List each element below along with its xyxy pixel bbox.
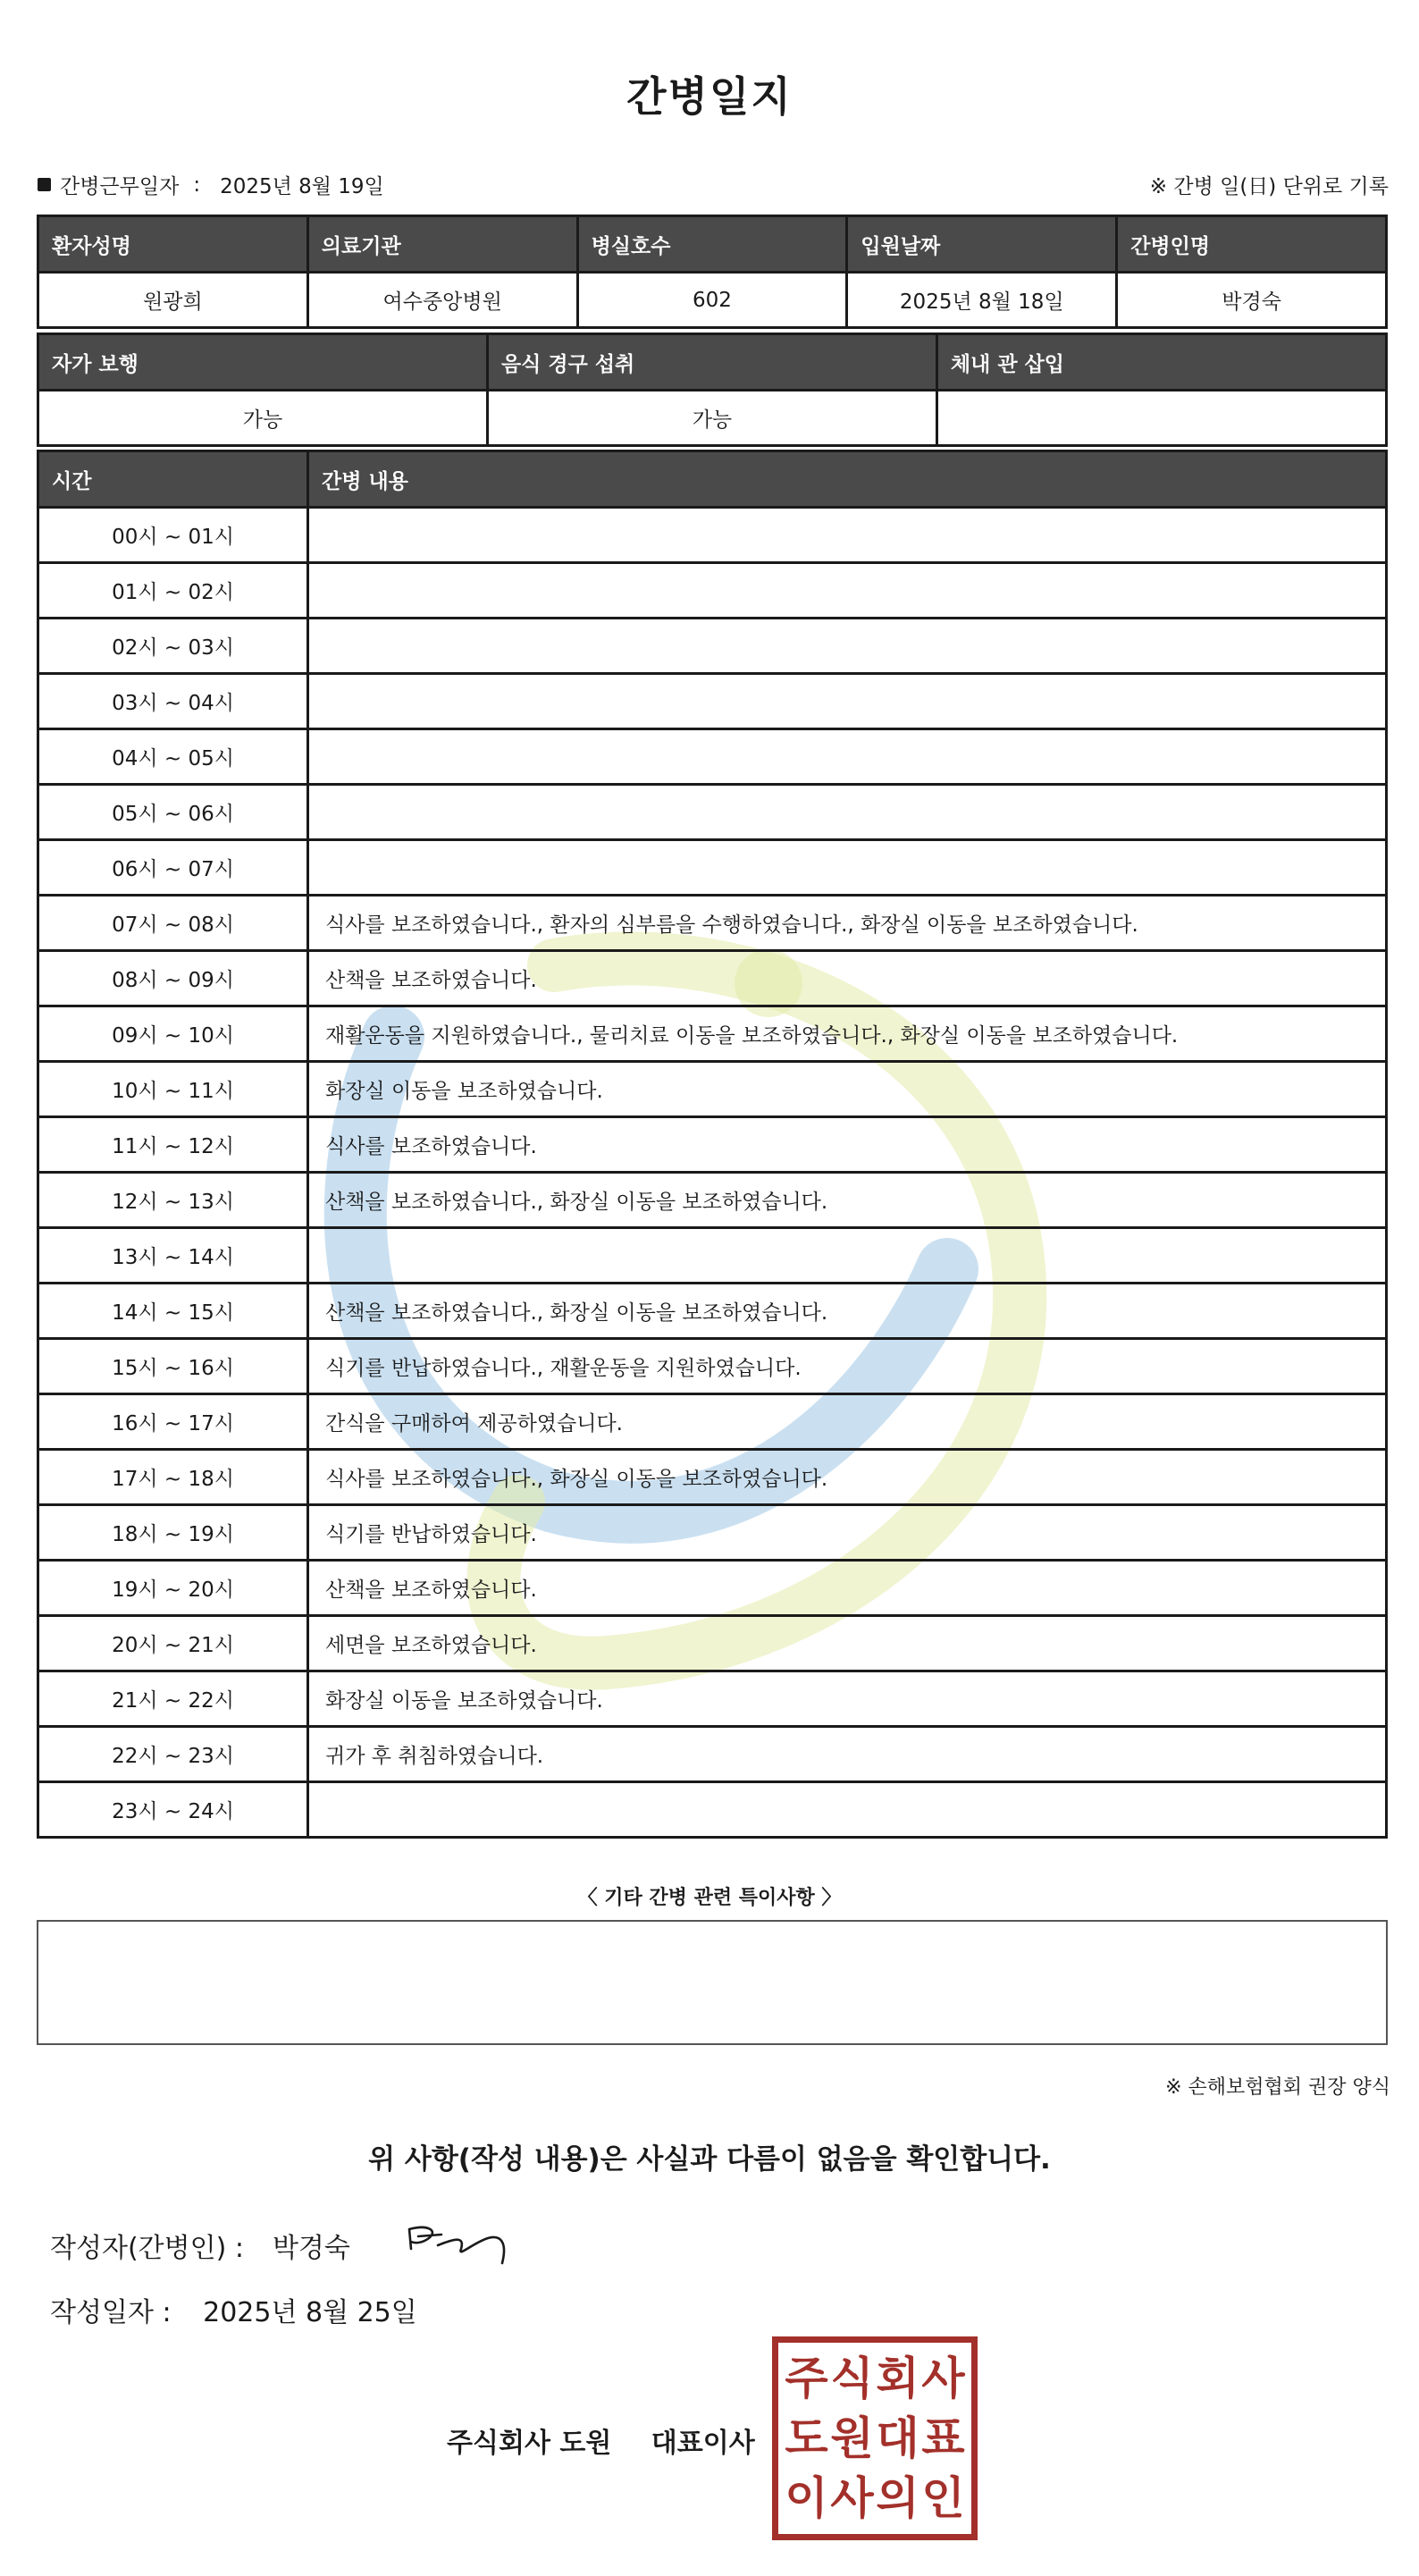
log-time: 01시 ~ 02시 xyxy=(38,563,308,619)
work-date-label: 간병근무일자 xyxy=(60,175,180,198)
log-row xyxy=(38,563,1387,619)
log-row xyxy=(38,674,1387,729)
tube-insertion-value xyxy=(936,391,1386,446)
writer-line xyxy=(50,2226,350,2265)
writer-name: 박경숙 xyxy=(272,2233,350,2264)
header-room: 병실호수 xyxy=(577,216,847,273)
log-row xyxy=(38,1284,1387,1339)
seal-char: 주 xyxy=(785,2352,828,2404)
header-hospital: 의료기관 xyxy=(307,216,577,273)
log-content: 식기를 반납하였습니다., 재활운동을 지원하였습니다. xyxy=(308,1339,1387,1394)
patient-status-table xyxy=(37,333,1388,447)
log-content: 식기를 반납하였습니다. xyxy=(308,1505,1387,1561)
log-row xyxy=(38,1006,1387,1062)
seal-characters xyxy=(784,2348,966,2529)
log-row xyxy=(38,785,1387,840)
status-header-row xyxy=(38,334,1387,391)
log-time: 21시 ~ 22시 xyxy=(38,1671,308,1727)
header-care-content: 간병 내용 xyxy=(308,451,1387,508)
log-time: 17시 ~ 18시 xyxy=(38,1450,308,1505)
log-content xyxy=(308,729,1387,785)
log-time: 05시 ~ 06시 xyxy=(38,785,308,840)
written-date-value: 2025년 8월 25일 xyxy=(203,2297,417,2328)
seal-char: 의 xyxy=(876,2472,919,2525)
log-content xyxy=(308,563,1387,619)
log-time: 06시 ~ 07시 xyxy=(38,840,308,896)
log-content: 산책을 보조하였습니다. xyxy=(308,1561,1387,1616)
log-row xyxy=(38,1561,1387,1616)
log-row xyxy=(38,1616,1387,1671)
log-row xyxy=(38,1671,1387,1727)
log-row xyxy=(38,508,1387,563)
header-caregiver: 간병인명 xyxy=(1117,216,1387,273)
log-time: 19시 ~ 20시 xyxy=(38,1561,308,1616)
log-content: 재활운동을 지원하였습니다., 물리치료 이동을 보조하였습니다., 화장실 이동을 보조하였습니다. xyxy=(308,1006,1387,1062)
header-oral-intake: 음식 경구 섭취 xyxy=(487,334,936,391)
signature xyxy=(402,2211,527,2274)
room-number: 602 xyxy=(577,273,847,328)
log-content: 산책을 보조하였습니다., 화장실 이동을 보조하였습니다. xyxy=(308,1173,1387,1228)
log-row xyxy=(38,896,1387,951)
log-row xyxy=(38,1394,1387,1450)
confirmation-statement: 위 사항(작성 내용)은 사실과 다름이 없음을 확인합니다. xyxy=(368,2143,1051,2176)
log-content: 산책을 보조하였습니다., 화장실 이동을 보조하였습니다. xyxy=(308,1284,1387,1339)
seal-char: 회 xyxy=(876,2352,919,2404)
log-time: 18시 ~ 19시 xyxy=(38,1505,308,1561)
log-content: 식사를 보조하였습니다., 환자의 심부름을 수행하였습니다., 화장실 이동을 보조하였습니다. xyxy=(308,896,1387,951)
log-time: 20시 ~ 21시 xyxy=(38,1616,308,1671)
header-patient-name: 환자성명 xyxy=(38,216,308,273)
log-row xyxy=(38,619,1387,674)
patient-value-row xyxy=(38,273,1387,328)
log-time: 15시 ~ 16시 xyxy=(38,1339,308,1394)
log-time: 00시 ~ 01시 xyxy=(38,508,308,563)
log-content xyxy=(308,840,1387,896)
log-content xyxy=(308,785,1387,840)
log-row xyxy=(38,951,1387,1006)
log-time: 14시 ~ 15시 xyxy=(38,1284,308,1339)
log-content xyxy=(308,1782,1387,1838)
written-date-line xyxy=(50,2290,417,2329)
status-value-row xyxy=(38,391,1387,446)
log-content: 귀가 후 취침하였습니다. xyxy=(308,1727,1387,1782)
log-row xyxy=(38,1062,1387,1117)
log-row xyxy=(38,1339,1387,1394)
writer-label: 작성자(간병인) : xyxy=(50,2233,244,2264)
special-notes-title: 〈 기타 간병 관련 특이사항 〉 xyxy=(577,1887,842,1909)
log-content: 식사를 보조하였습니다. xyxy=(308,1117,1387,1173)
log-time: 09시 ~ 10시 xyxy=(38,1006,308,1062)
log-time: 11시 ~ 12시 xyxy=(38,1117,308,1173)
log-time: 10시 ~ 11시 xyxy=(38,1062,308,1117)
log-content xyxy=(308,1228,1387,1284)
company-rep: 대표이사 xyxy=(651,2428,755,2459)
walking-value: 가능 xyxy=(38,391,488,446)
log-time: 13시 ~ 14시 xyxy=(38,1228,308,1284)
log-row xyxy=(38,729,1387,785)
recommend-note: ※ 손해보험협회 권장 양식 xyxy=(1165,2076,1390,2099)
seal-char: 표 xyxy=(921,2412,965,2464)
page-title: 간병일지 xyxy=(626,72,793,121)
seal-char: 식 xyxy=(830,2352,874,2404)
log-time: 04시 ~ 05시 xyxy=(38,729,308,785)
header-tube-insertion: 체내 관 삽입 xyxy=(936,334,1386,391)
log-time: 16시 ~ 17시 xyxy=(38,1394,308,1450)
written-date-label: 작성일자 : xyxy=(50,2297,172,2328)
caregiver-name: 박경숙 xyxy=(1117,273,1387,328)
seal-char: 사 xyxy=(830,2472,874,2525)
log-row xyxy=(38,1228,1387,1284)
log-time: 07시 ~ 08시 xyxy=(38,896,308,951)
log-content: 식사를 보조하였습니다., 화장실 이동을 보조하였습니다. xyxy=(308,1450,1387,1505)
log-header-row xyxy=(38,451,1387,508)
patient-name: 원광희 xyxy=(38,273,308,328)
seal-char: 원 xyxy=(830,2412,874,2464)
work-date-value: 2025년 8월 19일 xyxy=(220,175,384,198)
seal-char: 대 xyxy=(876,2412,919,2464)
header-admission-date: 입원날짜 xyxy=(847,216,1117,273)
log-time: 23시 ~ 24시 xyxy=(38,1782,308,1838)
header-walking: 자가 보행 xyxy=(38,334,488,391)
log-row xyxy=(38,1505,1387,1561)
meta-row xyxy=(38,170,1389,202)
log-content: 화장실 이동을 보조하였습니다. xyxy=(308,1671,1387,1727)
patient-header-row xyxy=(38,216,1387,273)
header-time: 시간 xyxy=(38,451,308,508)
admission-date: 2025년 8월 18일 xyxy=(847,273,1117,328)
log-content: 산책을 보조하였습니다. xyxy=(308,951,1387,1006)
log-content: 화장실 이동을 보조하였습니다. xyxy=(308,1062,1387,1117)
log-row xyxy=(38,1117,1387,1173)
log-time: 02시 ~ 03시 xyxy=(38,619,308,674)
log-content: 간식을 구매하여 제공하였습니다. xyxy=(308,1394,1387,1450)
company-name: 주식회사 도원 xyxy=(447,2428,612,2459)
company-line xyxy=(447,2420,755,2460)
log-time: 08시 ~ 09시 xyxy=(38,951,308,1006)
seal-char: 이 xyxy=(785,2472,828,2525)
seal-char: 도 xyxy=(785,2412,828,2464)
work-date xyxy=(38,170,384,199)
company-seal-stamp xyxy=(772,2336,978,2540)
log-time: 12시 ~ 13시 xyxy=(38,1173,308,1228)
record-note: ※ 간병 일(日) 단위로 기록 xyxy=(1149,175,1389,198)
log-row xyxy=(38,1173,1387,1228)
seal-char: 인 xyxy=(921,2472,965,2525)
patient-info-table xyxy=(37,215,1388,329)
seal-char: 사 xyxy=(921,2352,965,2404)
log-row xyxy=(38,1727,1387,1782)
log-content xyxy=(308,619,1387,674)
bullet-square-icon xyxy=(38,178,51,191)
log-row xyxy=(38,840,1387,896)
work-date-colon: : xyxy=(193,173,201,197)
log-content xyxy=(308,674,1387,729)
care-log-table xyxy=(37,450,1388,1839)
log-row xyxy=(38,1450,1387,1505)
hospital-name: 여수중앙병원 xyxy=(307,273,577,328)
log-time: 03시 ~ 04시 xyxy=(38,674,308,729)
log-content: 세면을 보조하였습니다. xyxy=(308,1616,1387,1671)
oral-intake-value: 가능 xyxy=(487,391,936,446)
special-notes-box xyxy=(37,1920,1388,2045)
log-row xyxy=(38,1782,1387,1838)
log-content xyxy=(308,508,1387,563)
log-body xyxy=(38,508,1387,1838)
log-time: 22시 ~ 23시 xyxy=(38,1727,308,1782)
